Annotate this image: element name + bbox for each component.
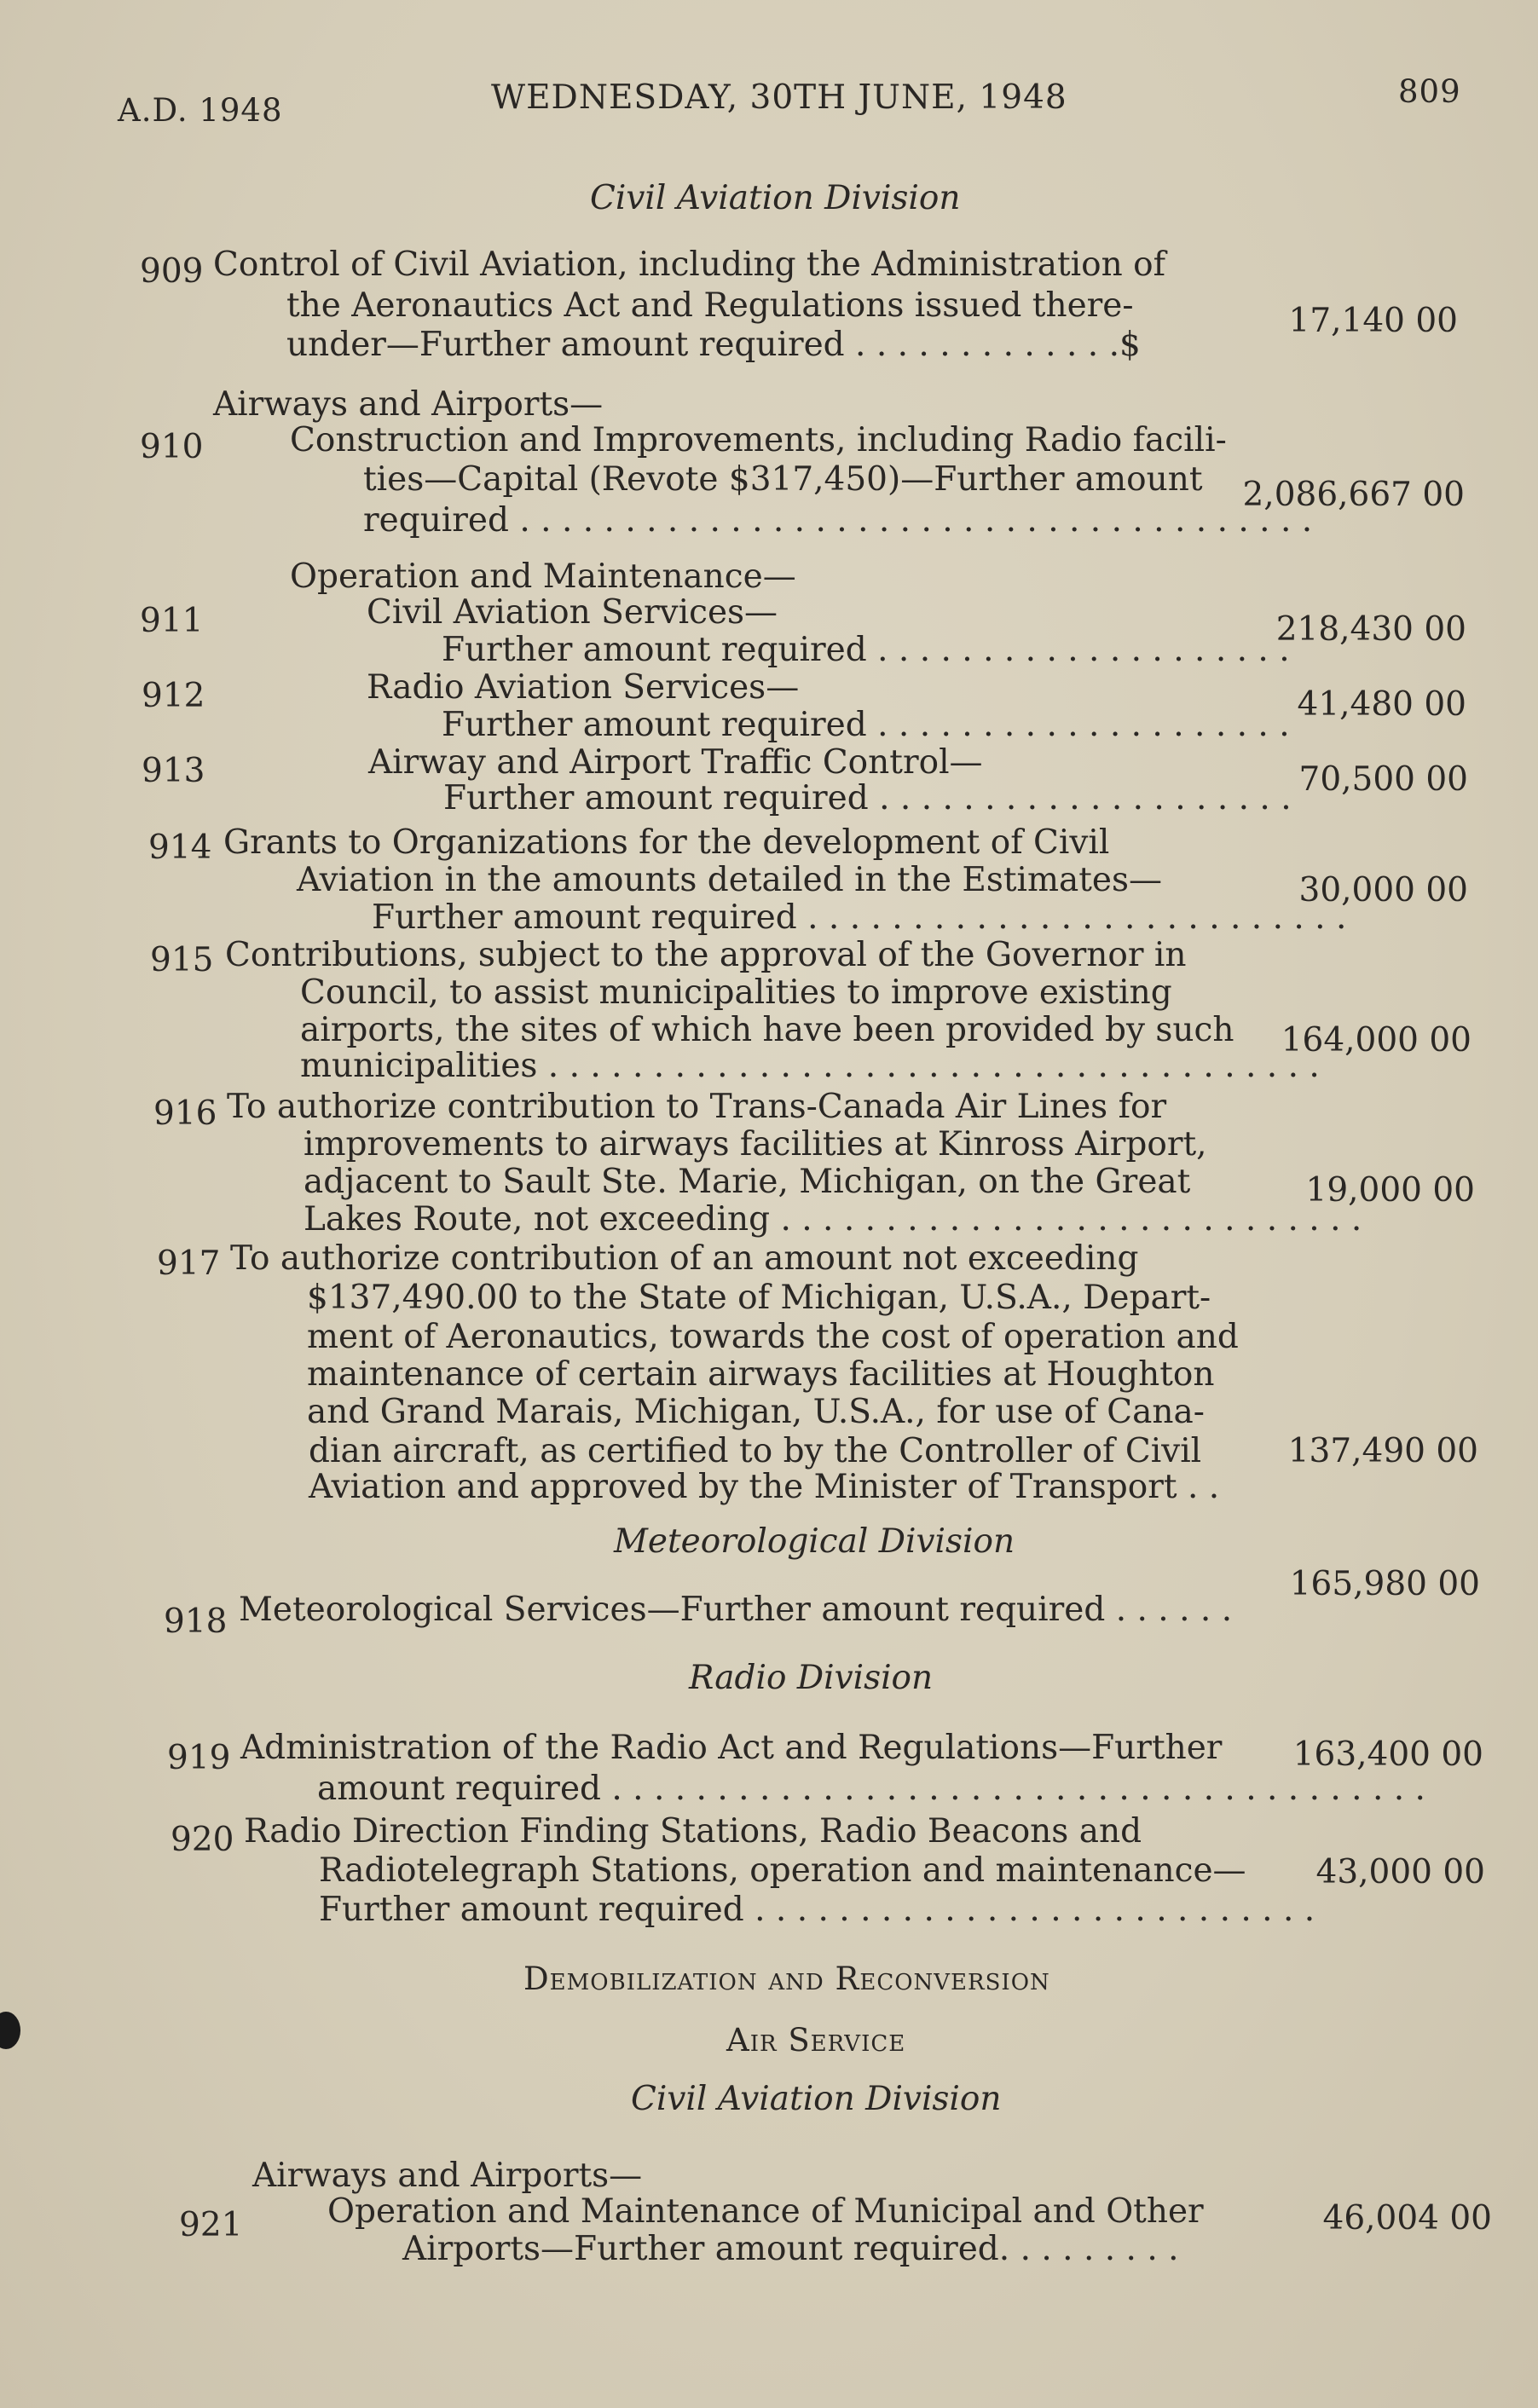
binding-hole: [0, 2012, 20, 2049]
vote-text-line: Radio Aviation Services—: [367, 668, 800, 707]
section-heading-radio: Radio Division: [689, 1659, 934, 1697]
vote-number: 917: [157, 1244, 221, 1283]
vote-text-line: ties—Capital (Revote $317,450)—Further amount: [363, 460, 1203, 499]
vote-amount: 165,980 00: [1289, 1565, 1480, 1603]
vote-number: 912: [142, 677, 205, 715]
vote-amount: 19,000 00: [1305, 1171, 1475, 1210]
vote-number: 913: [142, 752, 205, 790]
vote-amount: 43,000 00: [1315, 1853, 1485, 1891]
vote-text-line: maintenance of certain airways facilities at Houghton: [307, 1355, 1215, 1394]
vote-text-line: Control of Civil Aviation, including the Administration of: [213, 245, 1166, 284]
section-heading-demobilization: Demobilization and Reconversion: [523, 1960, 1050, 1997]
vote-text-line: Grants to Organizations for the development of Civil: [223, 823, 1110, 862]
vote-amount: 17,140 00: [1288, 302, 1458, 340]
vote-text-line: Administration of the Radio Act and Regulations—Further: [240, 1729, 1223, 1767]
vote-number: 916: [153, 1094, 217, 1133]
vote-amount: 218,430 00: [1275, 610, 1466, 649]
vote-amount: 164,000 00: [1281, 1021, 1472, 1060]
vote-amount: 41,480 00: [1297, 685, 1466, 724]
vote-text-line: Lakes Route, not exceeding . . . . . . . . . . . . . . . . . . . . . . . . . . . .: [304, 1200, 1362, 1239]
section-heading-civil-aviation: Civil Aviation Division: [590, 179, 961, 217]
page-number: 809: [1398, 73, 1461, 110]
subheading-operation-maintenance: Operation and Maintenance—: [290, 557, 796, 596]
vote-number: 910: [140, 428, 204, 466]
vote-text-line: Aviation and approved by the Minister of Transport . .: [309, 1468, 1220, 1506]
subheading-airways-airports: Airways and Airports—: [213, 385, 604, 424]
vote-text-line: To authorize contribution to Trans-Canada Air Lines for: [227, 1088, 1167, 1126]
vote-number: 919: [167, 1739, 231, 1777]
vote-text-line: Council, to assist municipalities to improve existing: [300, 973, 1172, 1012]
vote-text-line: Further amount required . . . . . . . . . . . . . . . . . . . . . . . . . . .: [319, 1891, 1315, 1929]
vote-text-line: amount required . . . . . . . . . . . . . . . . . . . . . . . . . . . . . . . . . . . . . . .: [317, 1770, 1425, 1808]
vote-text-line: ment of Aeronautics, towards the cost of operation and: [307, 1318, 1239, 1356]
vote-amount: 30,000 00: [1298, 871, 1468, 909]
vote-amount: 70,500 00: [1298, 760, 1468, 799]
header-year: A.D. 1948: [118, 92, 283, 129]
vote-text-line: Airports—Further amount required. . . . . . . . .: [402, 2230, 1179, 2268]
vote-text-line: Further amount required . . . . . . . . . . . . . . . . . . . .: [442, 706, 1290, 744]
vote-text-line: dian aircraft, as certified to by the Controller of Civil: [309, 1432, 1202, 1470]
vote-number: 915: [150, 941, 214, 979]
vote-text-line: Contributions, subject to the approval of the Governor in: [225, 936, 1187, 974]
vote-text-line: Radio Direction Finding Stations, Radio Beacons and: [244, 1812, 1142, 1851]
vote-amount: 137,490 00: [1287, 1432, 1478, 1470]
vote-text-line: Airway and Airport Traffic Control—: [368, 743, 983, 782]
vote-text-line: Further amount required . . . . . . . . . . . . . . . . . . . .: [442, 631, 1290, 669]
vote-number: 911: [140, 602, 204, 640]
header-date: WEDNESDAY, 30TH JUNE, 1948: [491, 78, 1067, 117]
vote-text-line: Civil Aviation Services—: [367, 593, 778, 632]
vote-text-line: Further amount required . . . . . . . . . . . . . . . . . . . .: [443, 779, 1292, 817]
vote-text-line: Radiotelegraph Stations, operation and maintenance—: [319, 1851, 1246, 1890]
vote-text-line: required . . . . . . . . . . . . . . . . . . . . . . . . . . . . . . . . . . . . . .: [363, 501, 1313, 540]
vote-text-line: Aviation in the amounts detailed in the Estimates—: [297, 861, 1163, 899]
vote-amount: 46,004 00: [1322, 2199, 1492, 2238]
vote-text-line: Operation and Maintenance of Municipal and Other: [327, 2192, 1204, 2231]
section-heading-meteorological: Meteorological Division: [614, 1522, 1015, 1561]
vote-text-line: municipalities . . . . . . . . . . . . . . . . . . . . . . . . . . . . . . . . . . . . .: [300, 1047, 1320, 1085]
vote-text-line: improvements to airways facilities at Kinross Airport,: [304, 1125, 1207, 1164]
vote-text-line: To authorize contribution of an amount not exceeding: [230, 1239, 1139, 1278]
vote-number: 909: [140, 252, 204, 291]
vote-text-line: and Grand Marais, Michigan, U.S.A., for use of Cana-: [307, 1393, 1205, 1431]
section-heading-civil-aviation-2: Civil Aviation Division: [631, 2080, 1002, 2118]
section-heading-air-service: Air Service: [726, 2022, 906, 2059]
vote-text-line: the Aeronautics Act and Regulations issued there-: [286, 286, 1134, 325]
vote-text-line: Meteorological Services—Further amount required . . . . . .: [239, 1591, 1233, 1629]
vote-text-line: adjacent to Sault Ste. Marie, Michigan, on the Great: [304, 1163, 1191, 1201]
vote-number: 920: [171, 1821, 234, 1859]
vote-text-line: Construction and Improvements, including Radio facili-: [290, 421, 1227, 459]
vote-amount: 163,400 00: [1292, 1735, 1483, 1774]
vote-text-line: Further amount required . . . . . . . . . . . . . . . . . . . . . . . . . .: [372, 898, 1347, 937]
vote-text-line: airports, the sites of which have been provided by such: [300, 1011, 1234, 1049]
vote-text-line: $137,490.00 to the State of Michigan, U.S.A., Depart-: [307, 1279, 1211, 1317]
vote-text-line: under—Further amount required . . . . . . . . . . . . .$: [286, 326, 1141, 364]
vote-number: 918: [164, 1602, 228, 1641]
vote-number: 914: [148, 829, 212, 867]
subheading-airways-airports: Airways and Airports—: [252, 2157, 643, 2195]
vote-number: 921: [179, 2206, 243, 2244]
vote-amount: 2,086,667 00: [1242, 476, 1465, 514]
